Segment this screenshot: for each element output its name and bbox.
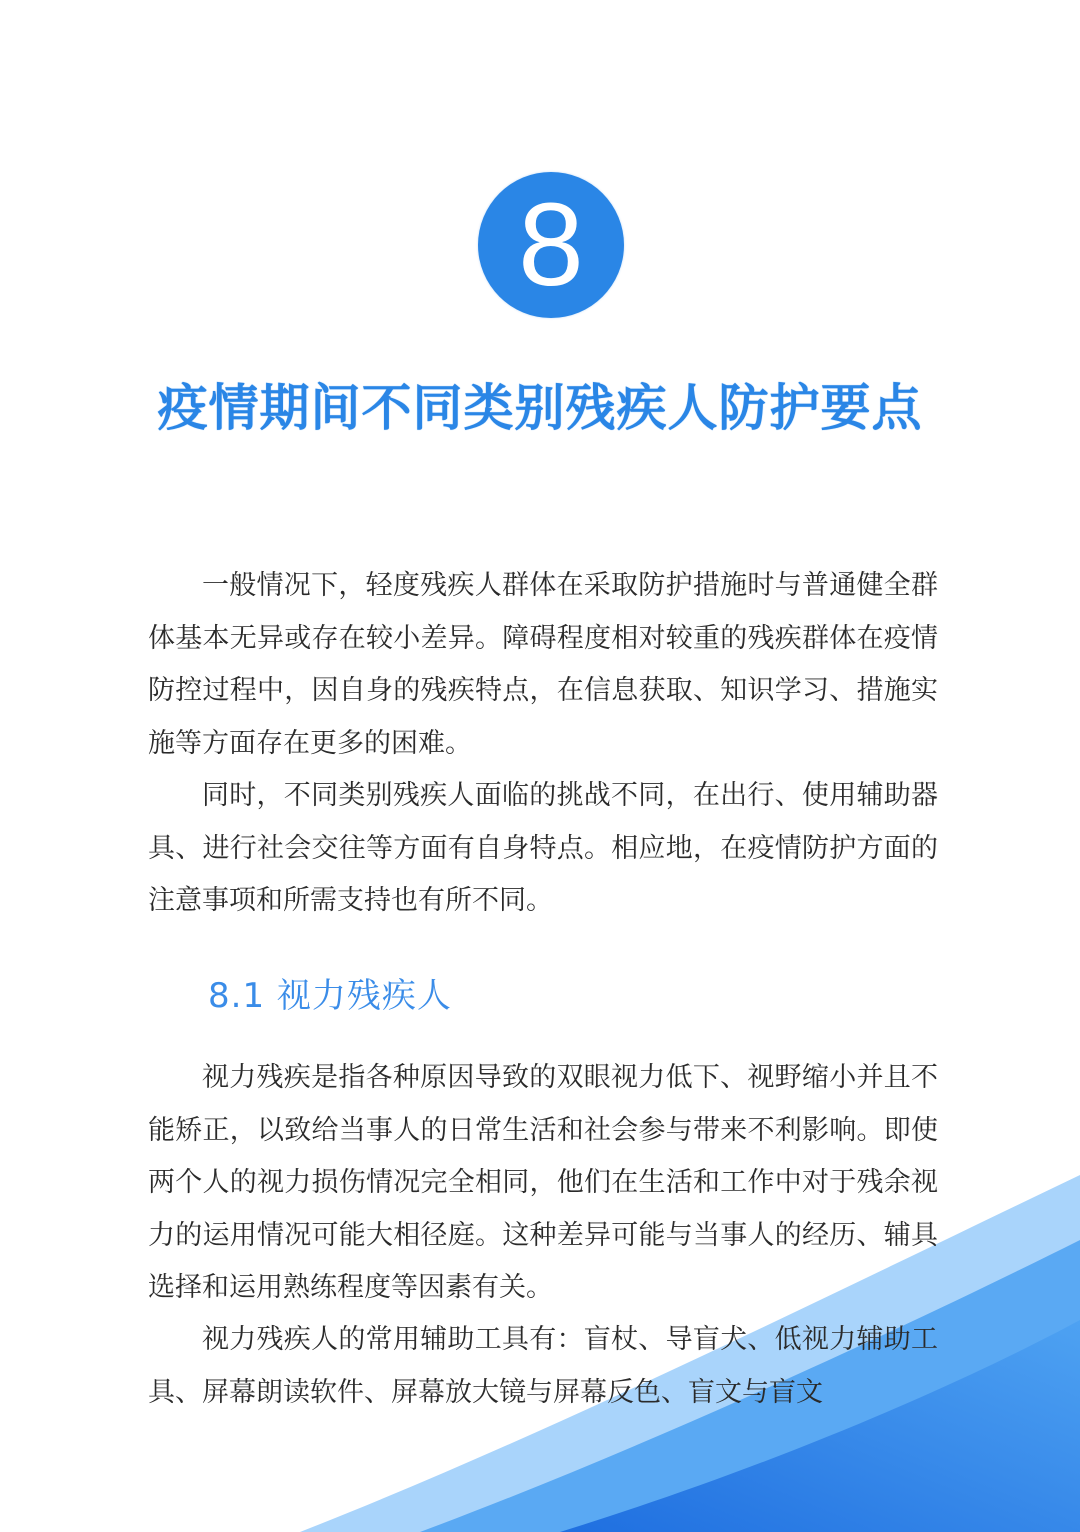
section-heading: 8.1 视力残疾人: [208, 976, 452, 1016]
chapter-number: 8: [518, 179, 584, 311]
chapter-number-badge: [478, 172, 624, 318]
section-paragraph-1: 视力残疾是指各种原因导致的双眼视力低下、视野缩小并且不能矫正，以致给当事人的日常生活和社会参与带来不利影响。即使两个人的视力损伤情况完全相同，他们在生活和工作中对于残余视力的运用情况可能大相径庭。这种差异可能与当事人的经历、辅具选择和运用熟练程度等因素有关。: [148, 1062, 938, 1303]
chapter-title: 疫情期间不同类别残疾人防护要点: [157, 379, 923, 437]
intro-paragraph-2: 同时，不同类别残疾人面临的挑战不同，在出行、使用辅助器具、进行社会交往等方面有自身特点。相应地，在疫情防护方面的注意事项和所需支持也有所不同。: [148, 780, 938, 916]
intro-paragraph-1: 一般情况下，轻度残疾人群体在采取防护措施时与普通健全群体基本无异或存在较小差异。障碍程度相对较重的残疾群体在疫情防控过程中，因自身的残疾特点，在信息获取、知识学习、措施实施等方面存在更多的困难。: [148, 570, 938, 759]
section-paragraph-2: 视力残疾人的常用辅助工具有：盲杖、导盲犬、低视力辅助工具、屏幕朗读软件、屏幕放大镜与屏幕反色、盲文与盲文: [148, 1324, 938, 1408]
